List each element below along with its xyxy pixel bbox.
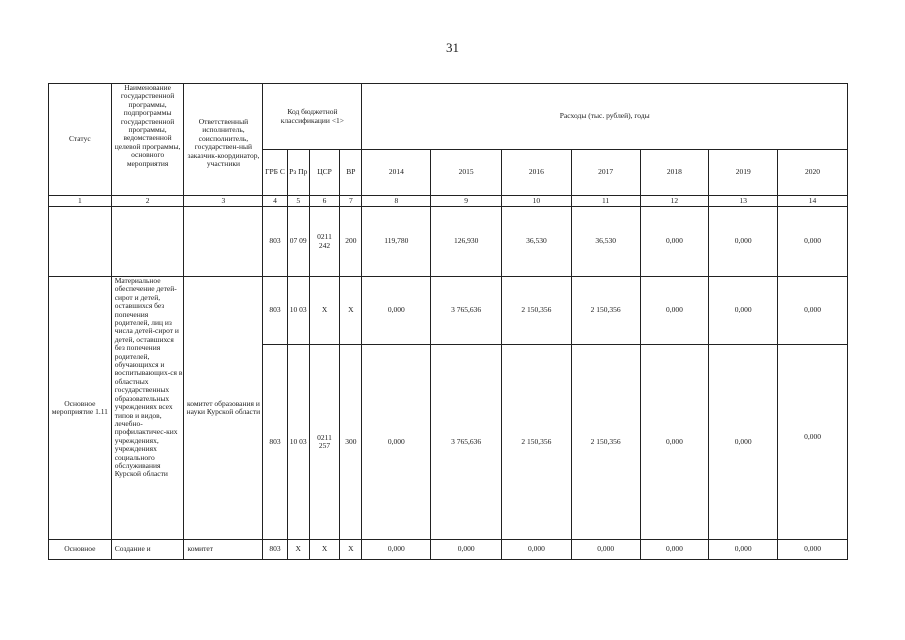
header-expenses: Расходы (тыс. рублей), годы: [362, 84, 848, 150]
grbs-cell: 803: [263, 345, 287, 540]
value-cell: 0,000: [362, 277, 431, 345]
value-cell: 0,000: [778, 277, 848, 345]
column-number: 9: [431, 196, 502, 207]
header-vr: ВР: [340, 150, 362, 196]
vr-cell: Х: [340, 277, 362, 345]
column-number: 2: [111, 196, 184, 207]
value-cell: 0,000: [709, 540, 778, 560]
value-cell: 2 150,356: [571, 277, 640, 345]
header-status: Статус: [49, 84, 112, 196]
header-budget-code: Код бюджетной классификации <1>: [263, 84, 362, 150]
value-cell: 0,000: [778, 540, 848, 560]
value-cell: 0,000: [709, 277, 778, 345]
value-cell: 0,000: [709, 345, 778, 540]
header-year: 2017: [571, 150, 640, 196]
value-cell: 0,000: [640, 277, 709, 345]
budget-table: [48, 83, 848, 560]
column-number: 3: [184, 196, 263, 207]
value-cell: 3 765,636: [431, 345, 502, 540]
csr-cell: 0211 242: [309, 207, 339, 277]
executor-cell: [184, 207, 263, 277]
executor-cell: комитет образования и науки Курской области: [184, 277, 263, 540]
value-cell: 0,000: [362, 345, 431, 540]
header-rzpr: Рз Пр: [287, 150, 309, 196]
column-number: 10: [502, 196, 572, 207]
header-grbs: ГРБ С: [263, 150, 287, 196]
csr-cell: Х: [309, 277, 339, 345]
rzpr-cell: 07 09: [287, 207, 309, 277]
value-cell: 36,530: [571, 207, 640, 277]
grbs-cell: 803: [263, 540, 287, 560]
header-row-1: [49, 84, 848, 150]
column-number: 6: [309, 196, 339, 207]
header-year: 2019: [709, 150, 778, 196]
header-year: 2014: [362, 150, 431, 196]
column-numbers-row: [49, 196, 848, 207]
csr-cell: Х: [309, 540, 339, 560]
value-cell: 119,780: [362, 207, 431, 277]
header-year: 2020: [778, 150, 848, 196]
header-csr: ЦСР: [309, 150, 339, 196]
grbs-cell: 803: [263, 277, 287, 345]
vr-cell: 300: [340, 345, 362, 540]
csr-cell: 0211 257: [309, 345, 339, 540]
header-year: 2018: [640, 150, 709, 196]
value-cell: 2 150,356: [502, 277, 572, 345]
table-row: [49, 207, 848, 277]
header-executor: Ответственный исполнитель, соисполнитель, государствен-ный заказчик-координатор, участники: [184, 84, 263, 196]
value-cell: 0,000: [778, 207, 848, 277]
value-cell: 0,000: [640, 540, 709, 560]
rzpr-cell: Х: [287, 540, 309, 560]
name-cell: Создание и: [111, 540, 184, 560]
value-cell: 3 765,636: [431, 277, 502, 345]
column-number: 7: [340, 196, 362, 207]
grbs-cell: 803: [263, 207, 287, 277]
header-year: 2015: [431, 150, 502, 196]
column-number: 4: [263, 196, 287, 207]
name-cell: Материальное обеспечение детей-сирот и детей, оставшихся без попечения родителей, лиц из числа детей-сирот и детей, оставшихся без попечения родителей, обучающихся и воспитывающих-ся в областных государственных образовательных учреждениях всех типов и видов, лечебно-профилактичес-ких учреждениях, учреждениях социального обслуживания Курской области: [111, 277, 184, 540]
status-cell: Основное мероприятие 1.11: [49, 277, 112, 540]
value-cell: 0,000: [640, 345, 709, 540]
rzpr-cell: 10 03: [287, 277, 309, 345]
name-cell: [111, 207, 184, 277]
status-cell: [49, 207, 112, 277]
column-number: 13: [709, 196, 778, 207]
vr-cell: Х: [340, 540, 362, 560]
column-number: 8: [362, 196, 431, 207]
value-cell: 126,930: [431, 207, 502, 277]
page-number: 31: [446, 40, 459, 55]
column-number: 5: [287, 196, 309, 207]
value-cell: 2 150,356: [571, 345, 640, 540]
value-cell: 0,000: [362, 540, 431, 560]
value-cell: 2 150,356: [502, 345, 572, 540]
value-cell: 0,000: [640, 207, 709, 277]
rzpr-cell: 10 03: [287, 345, 309, 540]
header-name: Наименование государственной программы, подпрограммы государственной программы, ведомственной целевой программы, основного мероприятия: [111, 84, 184, 196]
column-number: 14: [778, 196, 848, 207]
executor-cell: комитет: [184, 540, 263, 560]
header-year: 2016: [502, 150, 572, 196]
value-cell: 0,000: [431, 540, 502, 560]
column-number: 11: [571, 196, 640, 207]
table-row: [49, 540, 848, 560]
vr-cell: 200: [340, 207, 362, 277]
value-cell: 36,530: [502, 207, 572, 277]
value-cell: 0,000: [778, 345, 848, 540]
value-cell: 0,000: [709, 207, 778, 277]
value-cell: 0,000: [571, 540, 640, 560]
table-row: [49, 277, 848, 345]
status-cell: Основное: [49, 540, 112, 560]
value-cell: 0,000: [502, 540, 572, 560]
column-number: 12: [640, 196, 709, 207]
column-number: 1: [49, 196, 112, 207]
